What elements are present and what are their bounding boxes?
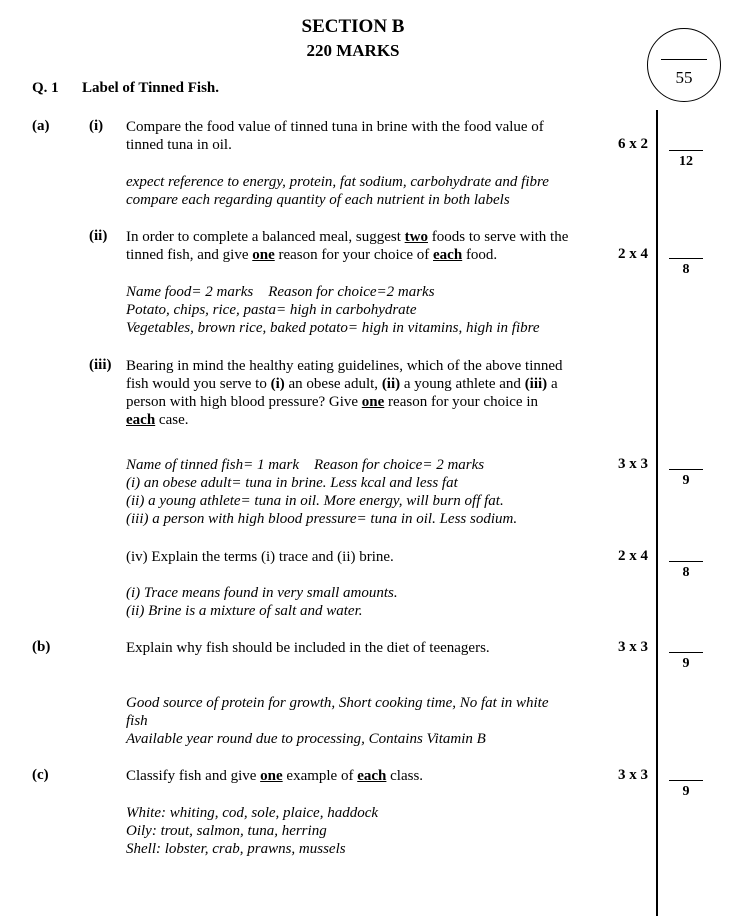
margin-line-upper [656,110,658,440]
marks-value: 8 [682,262,690,277]
answer-line: compare each regarding quantity of each nutrient in both labels [126,192,510,208]
part-a-ii-answer [126,283,540,337]
part-c-allocation: 3 x 3 [618,767,648,783]
question-line: In order to complete a balanced meal, suggest two foods to serve with the [126,229,569,245]
total-score: 55 [675,68,693,87]
part-b-label: (b) [32,639,51,655]
part-a-i-label: (i) [89,118,104,134]
section-marks: 220 MARKS [306,41,400,60]
part-b-allocation: 3 x 3 [618,639,648,655]
part-a-iii-question [126,357,606,429]
part-a-ii-marks [669,258,703,278]
answer-line: (ii) a young athlete= tuna in oil. More energy, will burn off fat. [126,493,504,509]
part-a-iii-allocation: 3 x 3 [618,456,648,472]
answer-line: Potato, chips, rice, pasta= high in carbohydrate [126,302,417,318]
part-a-iv-allocation: 2 x 4 [618,548,648,564]
question-line: fish would you serve to (i) an obese adult, (ii) a young athlete and (iii) a [126,376,558,392]
marks-value: 8 [682,565,690,580]
answer-line: Available year round due to processing, Contains Vitamin B [126,731,486,747]
part-a-ii-question [126,228,606,264]
question-number: Q. 1 [32,80,59,96]
answer-line: White: whiting, cod, sole, plaice, haddock [126,805,379,821]
total-score-circle [647,28,721,102]
part-a-iv-answer [126,584,398,620]
answer-line: Name food= 2 marks Reason for choice=2 marks [126,284,435,300]
part-a-i-marks [669,150,703,170]
answer-line: Shell: lobster, crab, prawns, mussels [126,841,346,857]
part-c-label: (c) [32,767,49,783]
section-title: SECTION B [301,16,405,37]
marks-value: 9 [682,656,690,671]
answer-line: (iii) a person with high blood pressure= tuna in oil. Less sodium. [126,511,518,527]
part-c-answer [126,804,378,858]
answer-line: Name of tinned fish= 1 mark Reason for choice= 2 marks [126,457,485,473]
answer-line: expect reference to energy, protein, fat sodium, carbohydrate and fibre [126,174,549,190]
part-c-question: Classify fish and give one example of each class. [126,768,424,784]
part-a-ii-label: (ii) [89,228,108,244]
part-a-i-answer [126,173,549,209]
part-a-iv-question: (iv) Explain the terms (i) trace and (ii) brine. [126,549,394,565]
question-line: person with high blood pressure? Give one reason for your choice in [126,394,538,410]
question-line: tinned tuna in oil. [126,137,232,153]
answer-line: Good source of protein for growth, Short cooking time, No fat in white [126,695,549,711]
question-line: Bearing in mind the healthy eating guidelines, which of the above tinned [126,358,563,374]
marks-value: 9 [682,473,690,488]
part-a-i-question [126,118,544,154]
part-b-question: Explain why fish should be included in the diet of teenagers. [126,640,490,656]
question-line: each case. [126,412,189,428]
part-a-label: (a) [32,118,50,134]
question-title: Label of Tinned Fish. [82,80,219,96]
answer-line: Oily: trout, salmon, tuna, herring [126,823,327,839]
part-a-iii-label: (iii) [89,357,112,373]
marks-value: 12 [679,154,693,169]
part-a-iv-marks [669,561,703,581]
part-b-answer [126,694,548,748]
part-a-iii-marks [669,469,703,489]
question-line: tinned fish, and give one reason for your choice of each food. [126,247,498,263]
answer-line: (ii) Brine is a mixture of salt and water. [126,603,363,619]
part-a-ii-allocation: 2 x 4 [618,246,648,262]
answer-line: (i) an obese adult= tuna in brine. Less kcal and less fat [126,475,458,491]
part-a-iii-answer [126,456,517,528]
question-line: Compare the food value of tinned tuna in brine with the food value of [126,119,544,135]
answer-line: Vegetables, brown rice, baked potato= high in vitamins, high in fibre [126,320,540,336]
part-b-marks [669,652,703,672]
part-c-marks [669,780,703,800]
answer-line: (i) Trace means found in very small amounts. [126,585,398,601]
marks-value: 9 [682,784,690,799]
margin-line-lower [656,440,658,916]
answer-line: fish [126,713,148,729]
part-a-i-allocation: 6 x 2 [618,136,648,152]
